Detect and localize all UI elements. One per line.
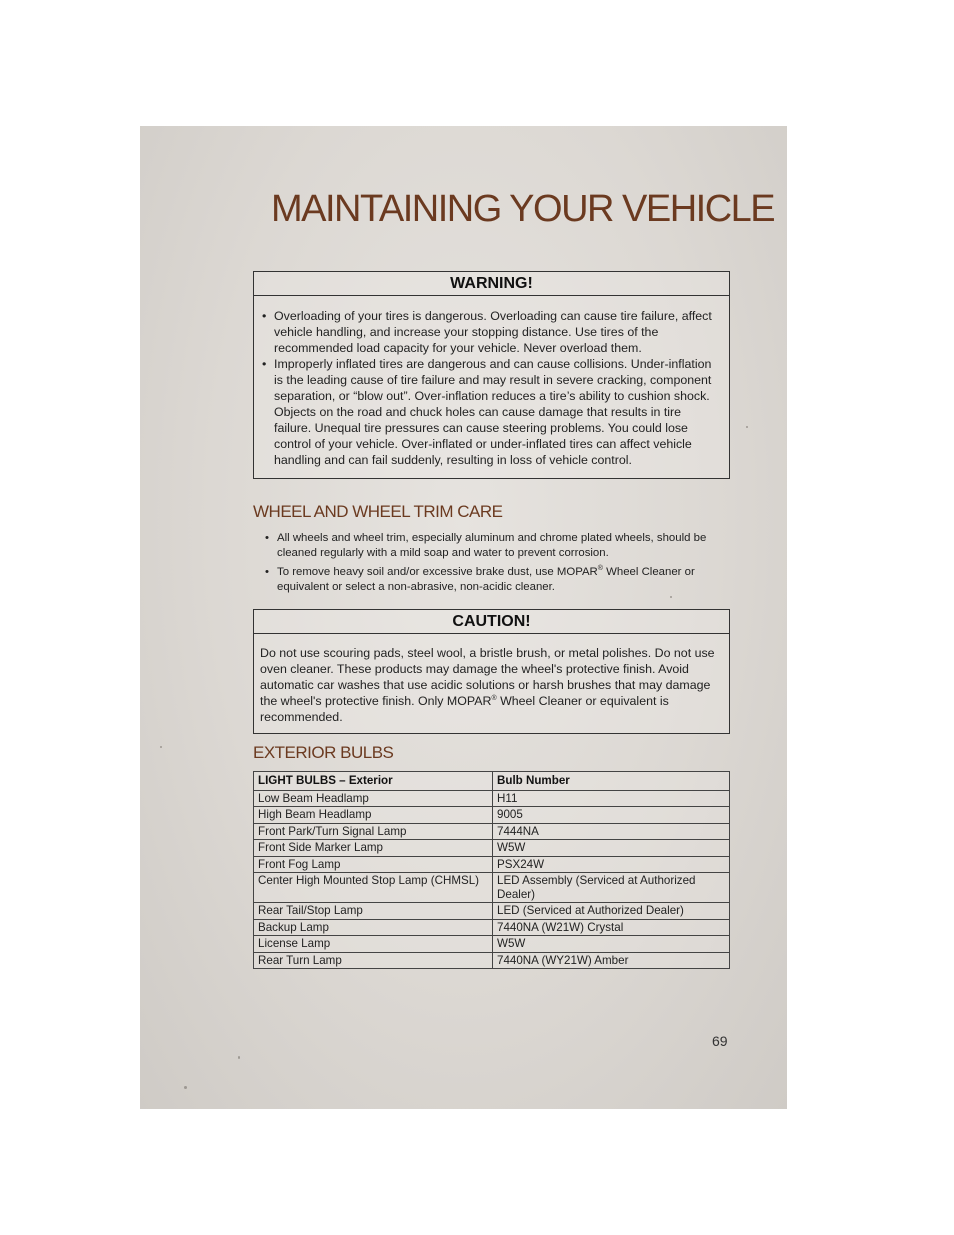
lamp-name: License Lamp (254, 936, 493, 953)
warning-box (253, 271, 730, 479)
caution-box (253, 609, 730, 734)
registered-mark: ® (491, 695, 497, 702)
bulb-number: 9005 (493, 807, 730, 824)
wheel-care-heading: WHEEL AND WHEEL TRIM CARE (253, 502, 503, 521)
lamp-name: Low Beam Headlamp (254, 790, 493, 807)
caution-heading: CAUTION! (254, 610, 729, 634)
texture-speck (238, 1056, 240, 1059)
caution-text-part: Do not use scouring pads, steel wool, a bristle brush, or metal polishes. Do not use oven cleaner. These products may damage the wheel's protective finish. Avoid automatic car washes that use acidic solutions or harsh brushes that may damage the wheel's protective finish. Only MOPAR (260, 646, 715, 708)
wheel-care-text: Wheel Cleaner or equivalent or select a non-abrasive, non-acidic cleaner. (277, 566, 695, 593)
page-number: 69 (712, 1033, 728, 1049)
bulb-number: 7444NA (493, 823, 730, 840)
manual-page (140, 126, 787, 1109)
warning-item: • Improperly inflated tires are dangerous and can cause collisions. Under-inflation is the leading cause of tire failure and may result in severe cracking, component separation, or “blow out”. Over-inflation reduces a tire’s ability to cushion shock. Objects on the road and chuck holes can cause damage that results in tire failure. Unequal tire pressures can cause steering problems. You could lose control of your vehicle. Over-inflated or under-inflated tires can affect vehicle handling and can fail suddenly, resulting in loss of vehicle control. (274, 356, 721, 468)
lamp-name: Front Park/Turn Signal Lamp (254, 823, 493, 840)
lamp-name: Backup Lamp (254, 919, 493, 936)
column-header: LIGHT BULBS – Exterior (254, 772, 493, 791)
table-row (254, 790, 730, 807)
table-row (254, 823, 730, 840)
exterior-bulbs-heading: EXTERIOR BULBS (253, 743, 394, 762)
lamp-name: Rear Tail/Stop Lamp (254, 903, 493, 920)
table-row (254, 936, 730, 953)
bulb-number: LED (Serviced at Authorized Dealer) (493, 903, 730, 920)
texture-speck (160, 746, 162, 748)
registered-mark: ® (597, 565, 603, 572)
lamp-name: Front Side Marker Lamp (254, 840, 493, 857)
lamp-name: High Beam Headlamp (254, 807, 493, 824)
table-row (254, 856, 730, 873)
wheel-care-item: • All wheels and wheel trim, especially aluminum and chrome plated wheels, should be cleaned regularly with a mild soap and water to prevent corrosion. (277, 531, 747, 561)
warning-item: • Overloading of your tires is dangerous. Overloading can cause tire failure, affect vehicle handling, and increase your stopping distance. Use tires of the recommended load capacity for your vehicle. Never overload them. (274, 308, 721, 356)
texture-speck (184, 1086, 187, 1089)
bulb-number: 7440NA (W21W) Crystal (493, 919, 730, 936)
bulb-number: PSX24W (493, 856, 730, 873)
bulb-number: W5W (493, 840, 730, 857)
bulb-number: H11 (493, 790, 730, 807)
texture-speck (746, 426, 748, 428)
table-row (254, 873, 730, 903)
column-header: Bulb Number (493, 772, 730, 791)
bulb-number: W5W (493, 936, 730, 953)
table-row (254, 952, 730, 969)
warning-list (254, 296, 729, 478)
exterior-bulbs-table (253, 771, 730, 969)
wheel-care-text: To remove heavy soil and/or excessive brake dust, use MOPAR (277, 566, 598, 578)
wheel-care-list (253, 531, 747, 599)
table-row (254, 840, 730, 857)
table-row (254, 807, 730, 824)
table-row (254, 903, 730, 920)
table-row (254, 919, 730, 936)
wheel-care-item (277, 565, 747, 595)
bulb-number: LED Assembly (Serviced at Authorized Dealer) (493, 873, 730, 903)
warning-heading: WARNING! (254, 272, 729, 296)
lamp-name: Center High Mounted Stop Lamp (CHMSL) (254, 873, 493, 903)
caution-text-part: Wheel Cleaner or equivalent is recommended. (260, 694, 669, 724)
caution-text (254, 634, 729, 733)
page-title: MAINTAINING YOUR VEHICLE (271, 188, 775, 230)
lamp-name: Front Fog Lamp (254, 856, 493, 873)
lamp-name: Rear Turn Lamp (254, 952, 493, 969)
table-header-row (254, 772, 730, 791)
bulb-number: 7440NA (WY21W) Amber (493, 952, 730, 969)
